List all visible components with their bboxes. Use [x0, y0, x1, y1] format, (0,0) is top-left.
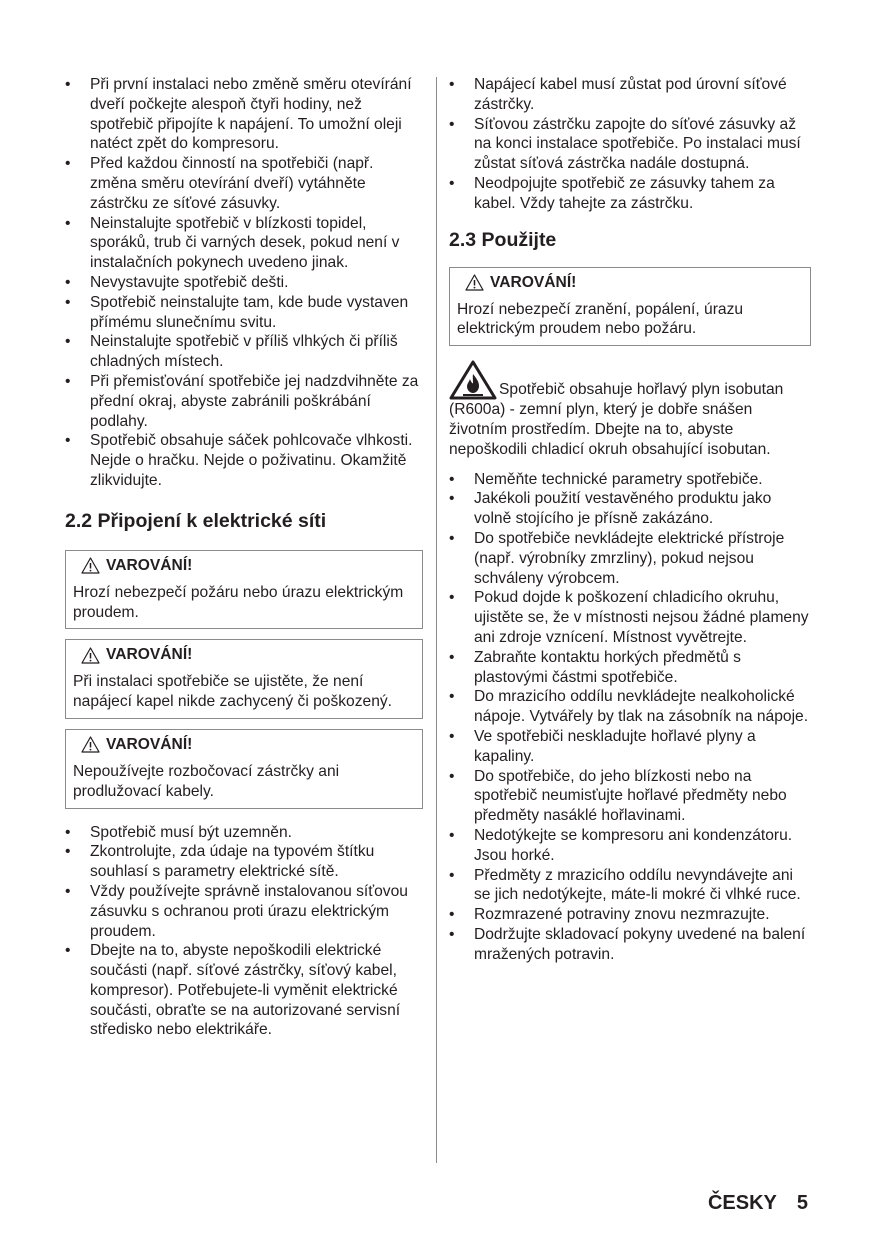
- list-item: • Zabraňte kontaktu horkých předmětů s plastovými částmi spotřebiče.: [449, 648, 811, 688]
- list-item: • Dbejte na to, abyste nepoškodili elektrické součásti (např. síťové zástrčky, síťový kabel, kompresor). Potřebujete-li vyměnit elektrické součásti, obraťte se na autorizované servisní středisko nebo elektrikáře.: [65, 941, 423, 1040]
- list-item: • Před každou činností na spotřebiči (např. změna směru otevírání dveří) vytáhněte zástrčku ze síťové zásuvky.: [65, 154, 423, 213]
- list-item: • Do mrazicího oddílu nevkládejte nealkoholické nápoje. Vytvářely by tlak na zásobník na nápoje.: [449, 687, 811, 727]
- list-item: • Neinstalujte spotřebič v příliš vlhkých či příliš chladných místech.: [65, 332, 423, 372]
- list-item: • Do spotřebiče, do jeho blízkosti nebo na spotřebič neumisťujte hořlavé předměty nebo předměty nasáklé hořlavinami.: [449, 767, 811, 826]
- list-item: • Spotřebič obsahuje sáček pohlcovače vlhkosti. Nejde o hračku. Nejde o poživatinu. Okamžitě zlikvidujte.: [65, 431, 423, 490]
- page-footer: [708, 1192, 808, 1215]
- list-item: • Nevystavujte spotřebič dešti.: [65, 273, 423, 293]
- list-item: • Zkontrolujte, zda údaje na typovém štítku souhlasí s parametry elektrické sítě.: [65, 842, 423, 882]
- list-item: • Jakékoli použití vestavěného produktu jako volně stojícího je přísně zakázáno.: [449, 489, 811, 529]
- warning-box: [65, 729, 423, 809]
- flammable-text: Spotřebič obsahuje hořlavý plyn isobutan (R600a) - zemní plyn, který je dobře snášen životním prostředím. Dbejte na to, abyste nepoškodili chladicí okruh obsahující isobutan.: [449, 381, 784, 458]
- list-item: • Síťovou zástrčku zapojte do síťové zásuvky až na konci instalace spotřebiče. Po instalaci musí zůstat síťová zástrčka nadále dostupná.: [449, 115, 811, 174]
- list-item: • Vždy používejte správně instalovanou síťovou zásuvku s ochranou proti úrazu elektrickým proudem.: [65, 882, 423, 941]
- warning-text: Hrozí nebezpečí požáru nebo úrazu elektrickým proudem.: [73, 583, 404, 621]
- list-item: • Při přemisťování spotřebiče jej nadzdvihněte za přední okraj, abyste zabránili poškrábání podlahy.: [65, 372, 423, 431]
- bullet-list: [449, 470, 811, 965]
- warning-text: Hrozí nebezpečí zranění, popálení, úrazu elektrickým proudem nebo požáru.: [457, 300, 744, 338]
- warning-box: [65, 639, 423, 719]
- warning-triangle-icon: [81, 647, 100, 664]
- warning-box: [449, 267, 811, 347]
- list-item: • Neodpojujte spotřebič ze zásuvky tahem za kabel. Vždy tahejte za zástrčku.: [449, 174, 811, 214]
- bullet-list: [65, 75, 423, 491]
- list-item: • Spotřebič neinstalujte tam, kde bude vystaven přímému slunečnímu svitu.: [65, 293, 423, 333]
- footer-language: ČESKY: [707, 1192, 777, 1214]
- list-item: • Nedotýkejte se kompresoru ani kondenzátoru. Jsou horké.: [449, 826, 811, 866]
- left-column: [65, 75, 423, 1040]
- bullet-list: [449, 75, 811, 214]
- warning-triangle-icon: [81, 736, 100, 753]
- warning-triangle-icon: [81, 557, 100, 574]
- bullet-list: [65, 823, 423, 1041]
- warning-title: VAROVÁNÍ!: [106, 556, 193, 574]
- list-item: • Rozmrazené potraviny znovu nezmrazujte.: [449, 905, 811, 925]
- warning-box: [65, 550, 423, 630]
- list-item: • Neinstalujte spotřebič v blízkosti topidel, sporáků, trub či varných desek, pokud není v instalačních pokynech uvedeno jinak.: [65, 214, 423, 273]
- flammable-gas-notice: [449, 360, 811, 459]
- section-title: 2.2 Připojení k elektrické síti: [65, 509, 327, 532]
- warning-title: VAROVÁNÍ!: [490, 273, 577, 291]
- list-item: • Spotřebič musí být uzemněn.: [65, 823, 423, 843]
- list-item: • Napájecí kabel musí zůstat pod úrovní síťové zástrčky.: [449, 75, 811, 115]
- list-item: • Předměty z mrazicího oddílu nevyndávejte ani se jich nedotýkejte, máte-li mokré či vlhké ruce.: [449, 866, 811, 906]
- column-divider: [436, 77, 437, 1163]
- warning-title: VAROVÁNÍ!: [106, 646, 193, 664]
- warning-text: Nepoužívejte rozbočovací zástrčky ani prodlužovací kabely.: [73, 762, 340, 800]
- list-item: • Neměňte technické parametry spotřebiče.: [449, 470, 811, 490]
- list-item: • Ve spotřebiči neskladujte hořlavé plyny a kapaliny.: [449, 727, 811, 767]
- section-title: 2.3 Použijte: [449, 228, 557, 251]
- page-number: 5: [796, 1192, 808, 1214]
- list-item: • Pokud dojde k poškození chladicího okruhu, ujistěte se, že v místnosti nejsou žádné plameny ani zdroje vznícení. Místnost vyvětrejte.: [449, 588, 811, 647]
- warning-triangle-icon: [465, 274, 484, 291]
- list-item: • Dodržujte skladovací pokyny uvedené na balení mražených potravin.: [449, 925, 811, 965]
- warning-title: VAROVÁNÍ!: [106, 735, 193, 753]
- flammable-warning-icon: [449, 360, 497, 400]
- warning-text: Při instalaci spotřebiče se ujistěte, že není napájecí kapel nikde zachycený či poškozený.: [73, 673, 392, 711]
- right-column: [449, 75, 811, 964]
- list-item: • Při první instalaci nebo změně směru otevírání dveří počkejte alespoň čtyři hodiny, než spotřebič připojíte k napájení. To umožní oleji natéct zpět do kompresoru.: [65, 75, 423, 154]
- list-item: • Do spotřebiče nevkládejte elektrické přístroje (např. výrobníky zmrzliny), pokud nejsou schváleny výrobcem.: [449, 529, 811, 588]
